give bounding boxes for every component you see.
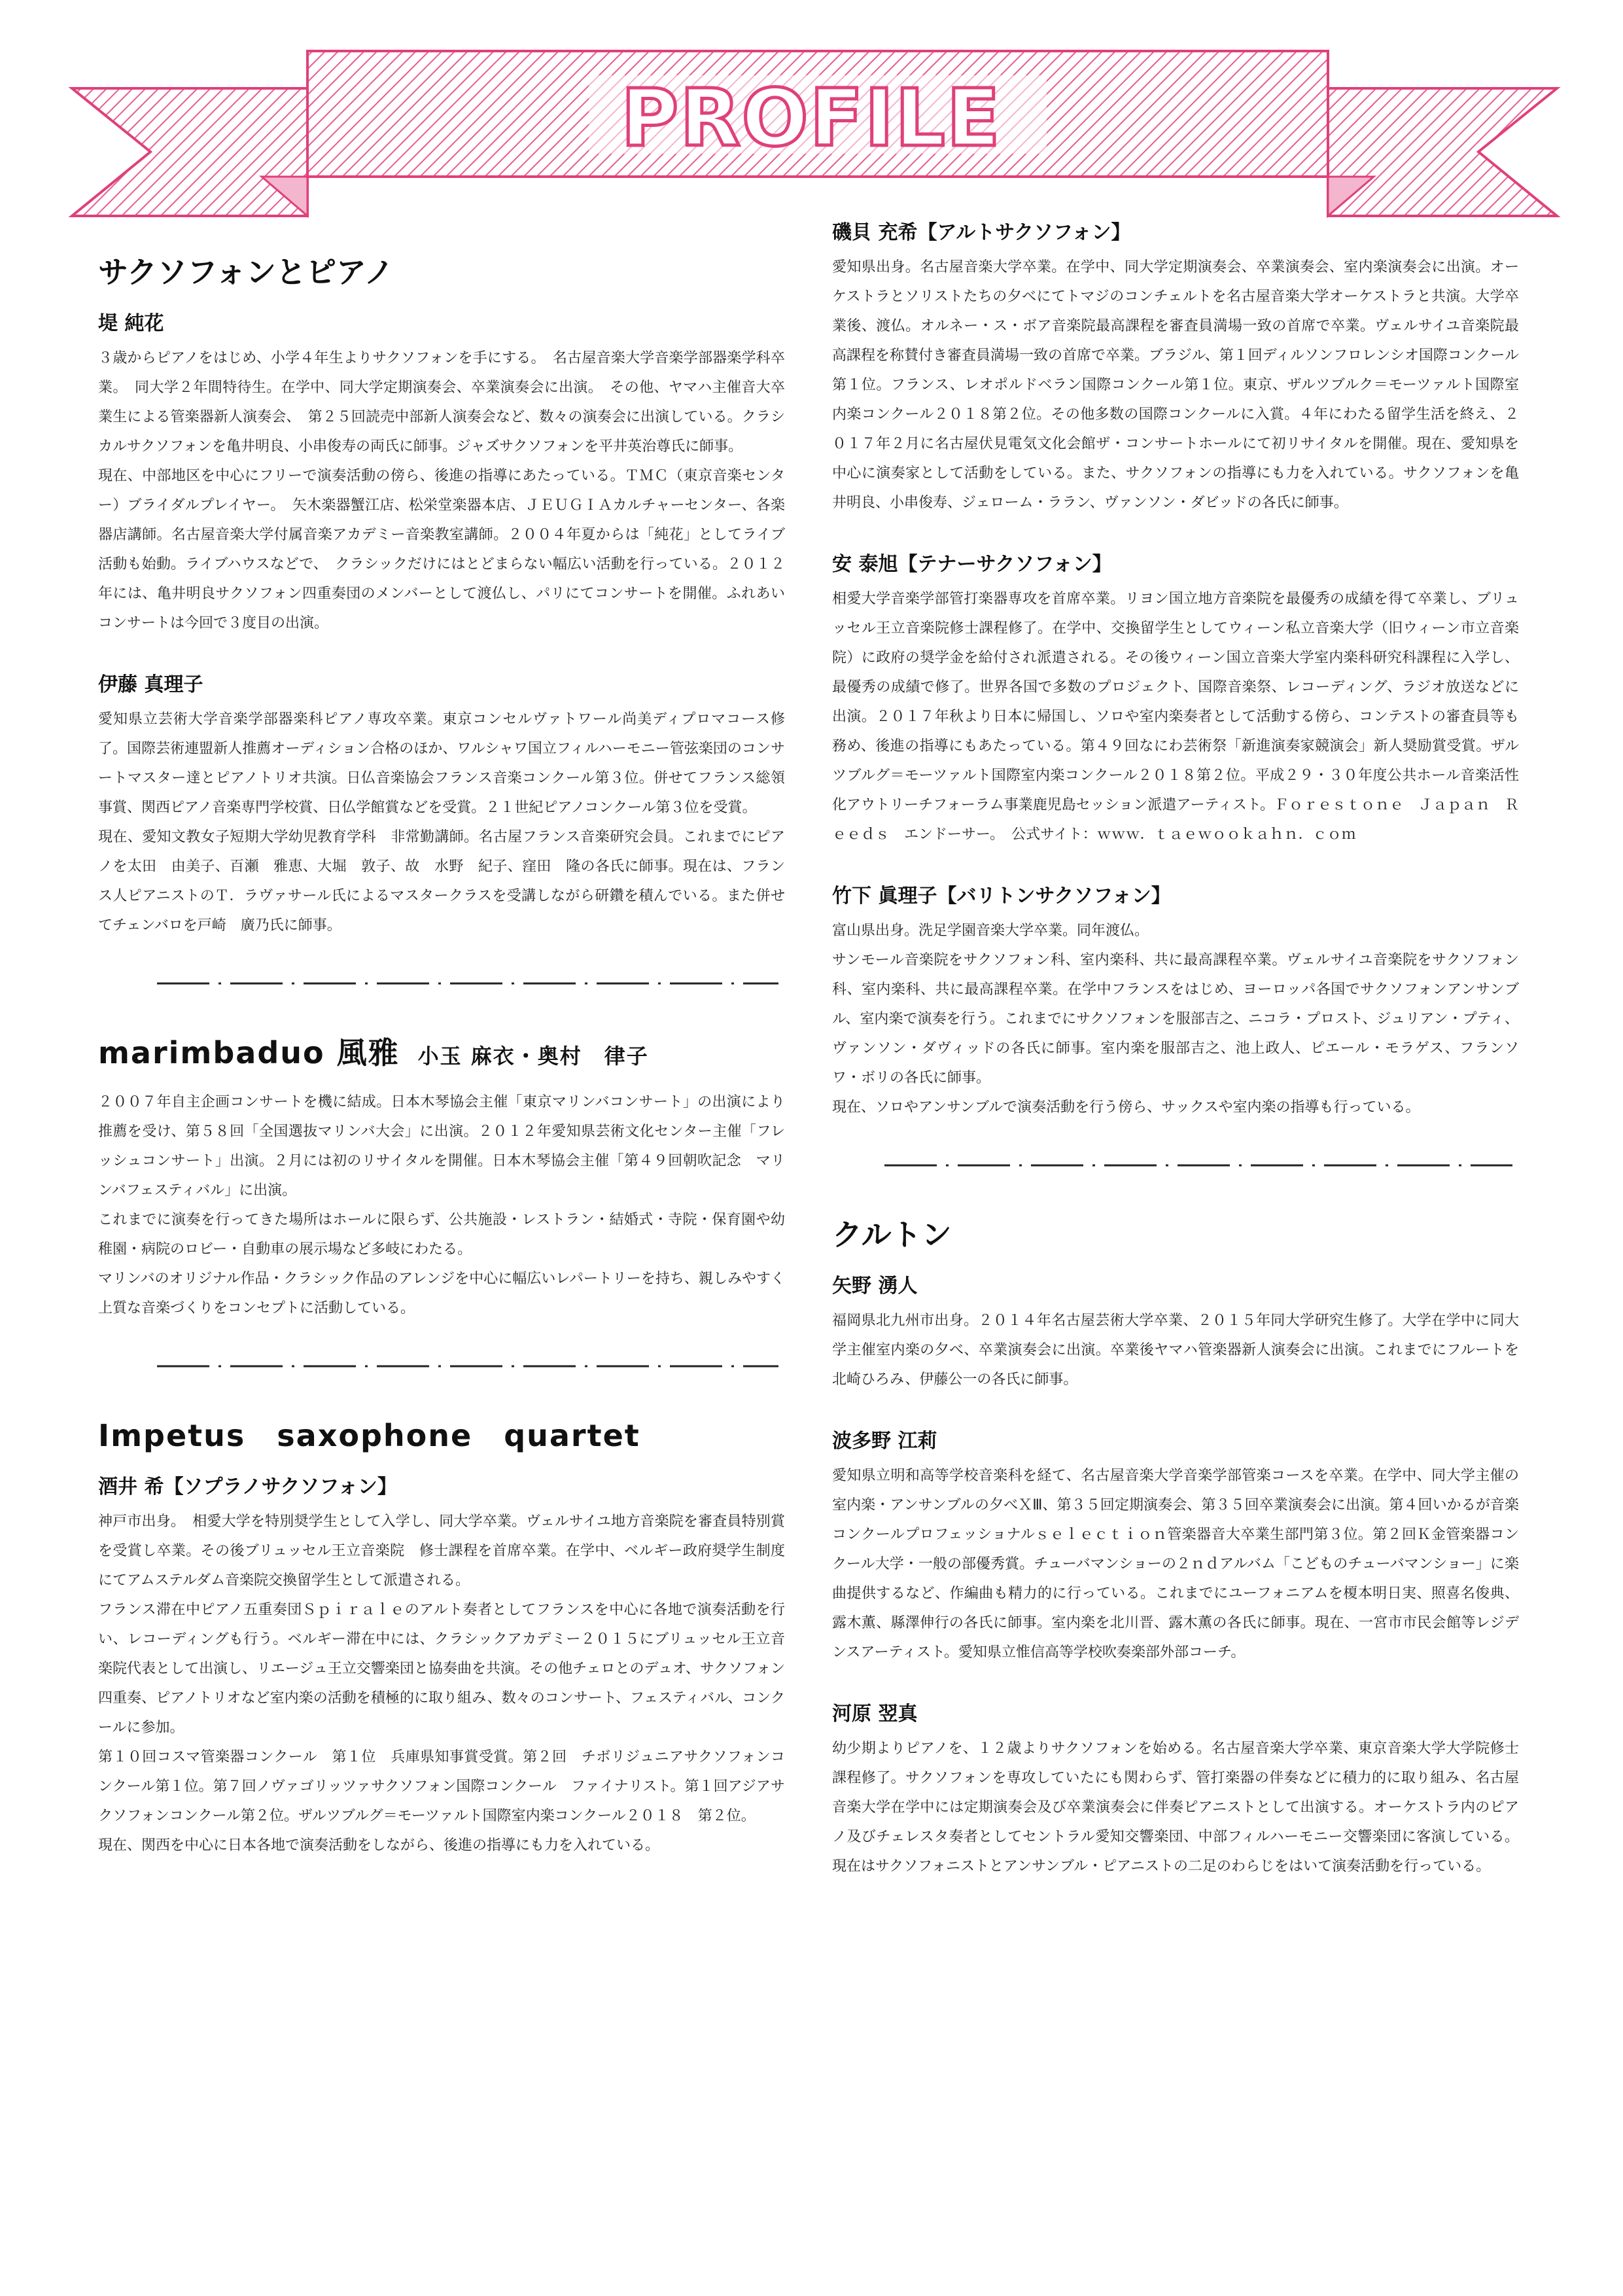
bio-paragraph: ２００７年自主企画コンサートを機に結成。日本木琴協会主催「東京マリンバコンサート」の出演により推薦を受け、第５８回「全国選抜マリンバ大会」に出演。２０１２年愛知県芸術文化センター主催「フレッシュコンサート」出演。２月には初のリサイタルを開催。日本木琴協会主催「第４９回朝吹記念 マリンバフェスティバル」に出演。 [98, 1093, 785, 1199]
profile-banner [0, 0, 1623, 222]
performer-name: 磯貝 充希【アルトサクソフォン】 [832, 221, 1131, 244]
performer-name: 酒井 希【ソプラノサクソフォン】 [98, 1475, 397, 1498]
bio-paragraph: 愛知県出身。名古屋音楽大学卒業。在学中、同大学定期演奏会、卒業演奏会、室内楽演奏会に出演。オーケストラとソリストたちの夕べにてトマジのコンチェルトを名古屋音楽大学オーケストラと共演。大学卒業後、渡仏。オルネー・ス・ボア音楽院最高課程を審査員満場一致の首席で卒業。ヴェルサイユ音楽院最高課程を称賛付き審査員満場一致の首席で卒業。ブラジル、第１回ディルソンフロレンシオ国際コンクール第１位。フランス、レオポルドベラン国際コンクール第１位。東京、ザルツブルク＝モーツァルト国際室内楽コンクール２０１８第２位。その他多数の国際コンクールに入賞。４年にわたる留学生活を終え、２０１７年２月に名古屋伏見電気文化会館ザ・コンサートホールにて初リサイタルを開催。現在、愛知県を中心に演奏家として活動をしている。また、サクソフォンの指導にも力を入れている。サクソフォンを亀井明良、小串俊寿、ジェローム・ララン、ヴァンソン・ダビッドの各氏に師事。 [832, 259, 1519, 511]
divider-line [858, 1152, 1512, 1178]
bio-paragraph: 相愛大学音楽学部管打楽器専攻を首席卒業。リヨン国立地方音楽院を最優秀の成績を得て卒業し、ブリュッセル王立音楽院修士課程修了。在学中、交換留学生としてウィーン私立音楽大学（旧ウィーン市立音楽院）に政府の奨学金を給付され派遣される。その後ウィーン国立音楽大学室内楽科研究科課程に入学し、最優秀の成績で修了。世界各国で多数のプロジェクト、国際音楽祭、レコーディング、ラジオ放送などに出演。２０１７年秋より日本に帰国し、ソロや室内楽奏者として活動する傍ら、コンテストの審査員等も務め、後進の指導にもあたっている。第４９回なにわ芸術祭「新進演奏家競演会」新人奨励賞受賞。ザルツブルグ＝モーツァルト国際室内楽コンクール２０１８第２位。平成２９・３０年度公共ホール音楽活性化アウトリーチフォーラム事業鹿児島セッション派遣アーティスト。Ｆｏｒｅｓｔｏｎｅ Ｊａｐａｎ Ｒｅｅｄｓ エンドーサー。 公式サイト：ｗｗｗ．ｔａｅｗｏｏｋａｈｎ．ｃｏｍ [832, 591, 1519, 843]
profile-entry [832, 1269, 1519, 1394]
profile-entry [832, 216, 1519, 518]
section-title: クルトン [832, 1217, 952, 1252]
performer-bio [832, 1461, 1519, 1667]
left-column [98, 216, 785, 1890]
section-title [98, 1036, 785, 1070]
section-title: サクソフォンとピアノ [98, 255, 394, 290]
bio-paragraph: 愛知県立明和高等学校音楽科を経て、名古屋音楽大学音楽学部管楽コースを卒業。在学中、同大学主催の室内楽・アンサンブルの夕べＸⅢ、第３５回定期演奏会、第３５回卒業演奏会に出演。第４回いかるが音楽コンクールプロフェッショナルｓｅｌｅｃｔｉｏｎ管楽器音大卒業生部門第３位。第２回Ｋ金管楽器コンクール大学・一般の部優秀賞。チューバマンショーの２ｎｄアルバム「こどものチューバマンショー」に楽曲提供するなど、作編曲も精力的に行っている。これまでにユーフォニアムを榎本明日実、照喜名俊典、露木薫、縣澤伸行の各氏に師事。室内楽を北川晋、露木薫の各氏に師事。現在、一宮市市民会館等レジデンスアーティスト。愛知県立惟信高等学校吹奏楽部外部コーチ。 [832, 1467, 1519, 1661]
performer-name: 安 泰旭【テナーサクソフォン】 [832, 553, 1112, 576]
bio-paragraph: サンモール音楽院をサクソフォン科、室内楽科、共に最高課程卒業。ヴェルサイユ音楽院をサクソフォン科、室内楽科、共に最高課程卒業。在学中フランスをはじめ、ヨーロッパ各国でサクソフォンアンサンブル、室内楽で演奏を行う。これまでにサクソフォンを服部吉之、ニコラ・プロスト、ジュリアン・プティ、ヴァンソン・ダヴィッドの各氏に師事。室内楽を服部吉之、池上政人、ピエール・モラゲス、フランソワ・ボリの各氏に師事。 [832, 952, 1519, 1086]
performer-bio [98, 705, 785, 940]
profile-entry [832, 1697, 1519, 1881]
divider-line [124, 1353, 778, 1379]
right-column [832, 216, 1519, 1911]
section-title-text: marimbaduo 風雅 [98, 1034, 400, 1070]
ribbon-graphic [0, 0, 1623, 222]
performer-bio [98, 344, 785, 638]
banner-title: PROFILE [621, 73, 1002, 164]
performer-name: 河原 翌真 [832, 1702, 918, 1725]
profile-entry [98, 1087, 785, 1323]
group-bio [98, 1087, 785, 1323]
performer-bio [832, 916, 1519, 1122]
section-impetus-quartet [98, 1419, 785, 1860]
bio-paragraph: 福岡県北九州市出身。２０１４年名古屋芸術大学卒業、２０１５年同大学研究生修了。大学在学中に同大学主催室内楽の夕べ、卒業演奏会に出演。卒業後ヤマハ管楽器新人演奏会に出演。これまでにフルートを北崎ひろみ、伊藤公一の各氏に師事。 [832, 1312, 1519, 1388]
bio-paragraph: フランス滞在中ピアノ五重奏団Ｓｐｉｒａｌｅのアルト奏者としてフランスを中心に各地で演奏活動を行い、レコーディングも行う。ベルギー滞在中には、クラシックアカデミー２０１５にブリュッセル王立音楽院代表として出演し、リエージュ王立交響楽団と協奏曲を共演。その他チェロとのデュオ、サクソフォン四重奏、ピアノトリオなど室内楽の活動を積極的に取り組み、数々のコンサート、フェスティバル、コンクールに参加。 [98, 1601, 785, 1736]
performer-name: 堤 純花 [98, 311, 164, 335]
performer-bio [832, 253, 1519, 518]
performer-bio [98, 1507, 785, 1860]
profile-entry [832, 879, 1519, 1122]
dash-divider [98, 1353, 785, 1379]
bio-paragraph: 現在、関西を中心に日本各地で演奏活動をしながら、後進の指導にも力を入れている。 [98, 1837, 660, 1854]
bio-paragraph: ３歳からピアノをはじめ、小学４年生よりサクソフォンを手にする。 名古屋音楽大学音楽学部器楽学科卒業。 同大学２年間特待生。在学中、同大学定期演奏会、卒業演奏会に出演。 その他、ヤマハ主催音大卒業生による管楽器新人演奏会、 第２５回読売中部新人演奏会など、数々の演奏会に出演している。クラシカルサクソフォンを亀井明良、小串俊寿の両氏に師事。ジャズサクソフォンを平井英治尊氏に師事。 [98, 349, 785, 455]
profile-entry [98, 307, 785, 638]
section-title: Impetus saxophone quartet [98, 1417, 640, 1453]
profile-entry [832, 548, 1519, 849]
section-impetus-continued [832, 216, 1519, 1122]
section-kuruton [832, 1218, 1519, 1881]
section-subtitle: 小玉 麻衣・奥村 律子 [417, 1043, 649, 1069]
profile-entry [98, 1470, 785, 1860]
divider-line [124, 970, 778, 997]
bio-paragraph: 現在、愛知文教女子短期大学幼児教育学科 非常勤講師。名古屋フランス音楽研究会員。これまでにピアノを太田 由美子、百瀬 雅恵、大堀 敦子、故 水野 紀子、窪田 隆の各氏に師事。現在は、フランス人ピアニストのＴ．ラヴァサール氏によるマスタークラスを受講しながら研鑽を積んでいる。また併せてチェンバロを戸崎 廣乃氏に師事。 [98, 828, 785, 934]
profile-entry [98, 668, 785, 940]
bio-paragraph: 幼少期よりピアノを、１２歳よりサクソフォンを始める。名古屋音楽大学卒業、東京音楽大学大学院修士課程修了。サクソフォンを専攻していたにも関わらず、管打楽器の伴奏などに積力的に取り組み、名古屋音楽大学在学中には定期演奏会及び卒業演奏会に伴奏ピアニストとして出演する。オーケストラ内のピアノ及びチェレスタ奏者としてセントラル愛知交響楽団、中部フィルハーモニー交響楽団に客演している。現在はサクソフォニストとアンサンブル・ピアニストの二足のわらじをはいて演奏活動を行っている。 [832, 1740, 1519, 1875]
performer-name: 矢野 湧人 [832, 1274, 918, 1298]
performer-bio [832, 1306, 1519, 1394]
bio-paragraph: これまでに演奏を行ってきた場所はホールに限らず、公共施設・レストラン・結婚式・寺院・保育園や幼稚園・病院のロビー・自動車の展示場など多岐にわたる。 [98, 1211, 785, 1258]
bio-paragraph: 神戸市出身。 相愛大学を特別奨学生として入学し、同大学卒業。ヴェルサイユ地方音楽院を審査員特別賞を受賞し卒業。その後ブリュッセル王立音楽院 修士課程を首席卒業。在学中、ベルギー政府奨学生制度にてアムステルダム音楽院交換留学生として派遣される。 [98, 1513, 785, 1589]
bio-paragraph: マリンバのオリジナル作品・クラシック作品のアレンジを中心に幅広いレパートリーを持ち、親しみやすく上質な音楽づくりをコンセプトに活動している。 [98, 1270, 785, 1316]
performer-name: 波多野 江莉 [832, 1429, 937, 1453]
dash-divider [98, 970, 785, 997]
bio-paragraph: 第１０回コスマ管楽器コンクール 第１位 兵庫県知事賞受賞。第２回 チボリジュニアサクソフォンコンクール第１位。第７回ノヴァゴリッツァサクソフォン国際コンクール ファイナリスト。第１回アジアサクソフォンコンクール第２位。ザルツブルグ＝モーツァルト国際室内楽コンクール２０１８ 第２位。 [98, 1748, 785, 1824]
dash-divider [832, 1152, 1519, 1178]
section-saxophone-piano [98, 255, 785, 940]
section-marimbaduo [98, 1036, 785, 1323]
performer-name: 竹下 眞理子【バリトンサクソフォン】 [832, 885, 1171, 908]
bio-paragraph: 現在、ソロやアンサンブルで演奏活動を行う傍ら、サックスや室内楽の指導も行っている。 [832, 1099, 1420, 1116]
profile-entry [832, 1424, 1519, 1667]
performer-name: 伊藤 真理子 [98, 673, 203, 696]
bio-paragraph: 富山県出身。洗足学園音楽大学卒業。同年渡仏。 [832, 923, 1149, 939]
performer-bio [832, 1734, 1519, 1881]
performer-bio [832, 584, 1519, 849]
bio-paragraph: 現在、中部地区を中心にフリーで演奏活動の傍ら、後進の指導にあたっている。ＴＭＣ（東京音楽センター）ブライダルプレイヤー。 矢木楽器蟹江店、松栄堂楽器本店、ＪＥＵＧＩＡカルチャーセンター、各楽器店講師。名古屋音楽大学付属音楽アカデミー音楽教室講師。２００４年夏からは「純花」としてライブ活動も始動。ライブハウスなどで、 クラシックだけにはとどまらない幅広い活動を行っている。２０１２年には、亀井明良サクソフォン四重奏団のメンバーとして渡仏し、パリにてコンサートを開催。ふれあいコンサートは今回で３度目の出演。 [98, 467, 785, 631]
bio-paragraph: 愛知県立芸術大学音楽学部器楽科ピアノ専攻卒業。東京コンセルヴァトワール尚美ディプロマコース修了。国際芸術連盟新人推薦オーディション合格のほか、ワルシャワ国立フィルハーモニー管弦楽団のコンサートマスター達とピアノトリオ共演。日仏音楽協会フランス音楽コンクール第３位。併せてフランス総領事賞、関西ピアノ音楽専門学校賞、日仏学館賞などを受賞。２１世紀ピアノコンクール第３位を受賞。 [98, 711, 785, 816]
